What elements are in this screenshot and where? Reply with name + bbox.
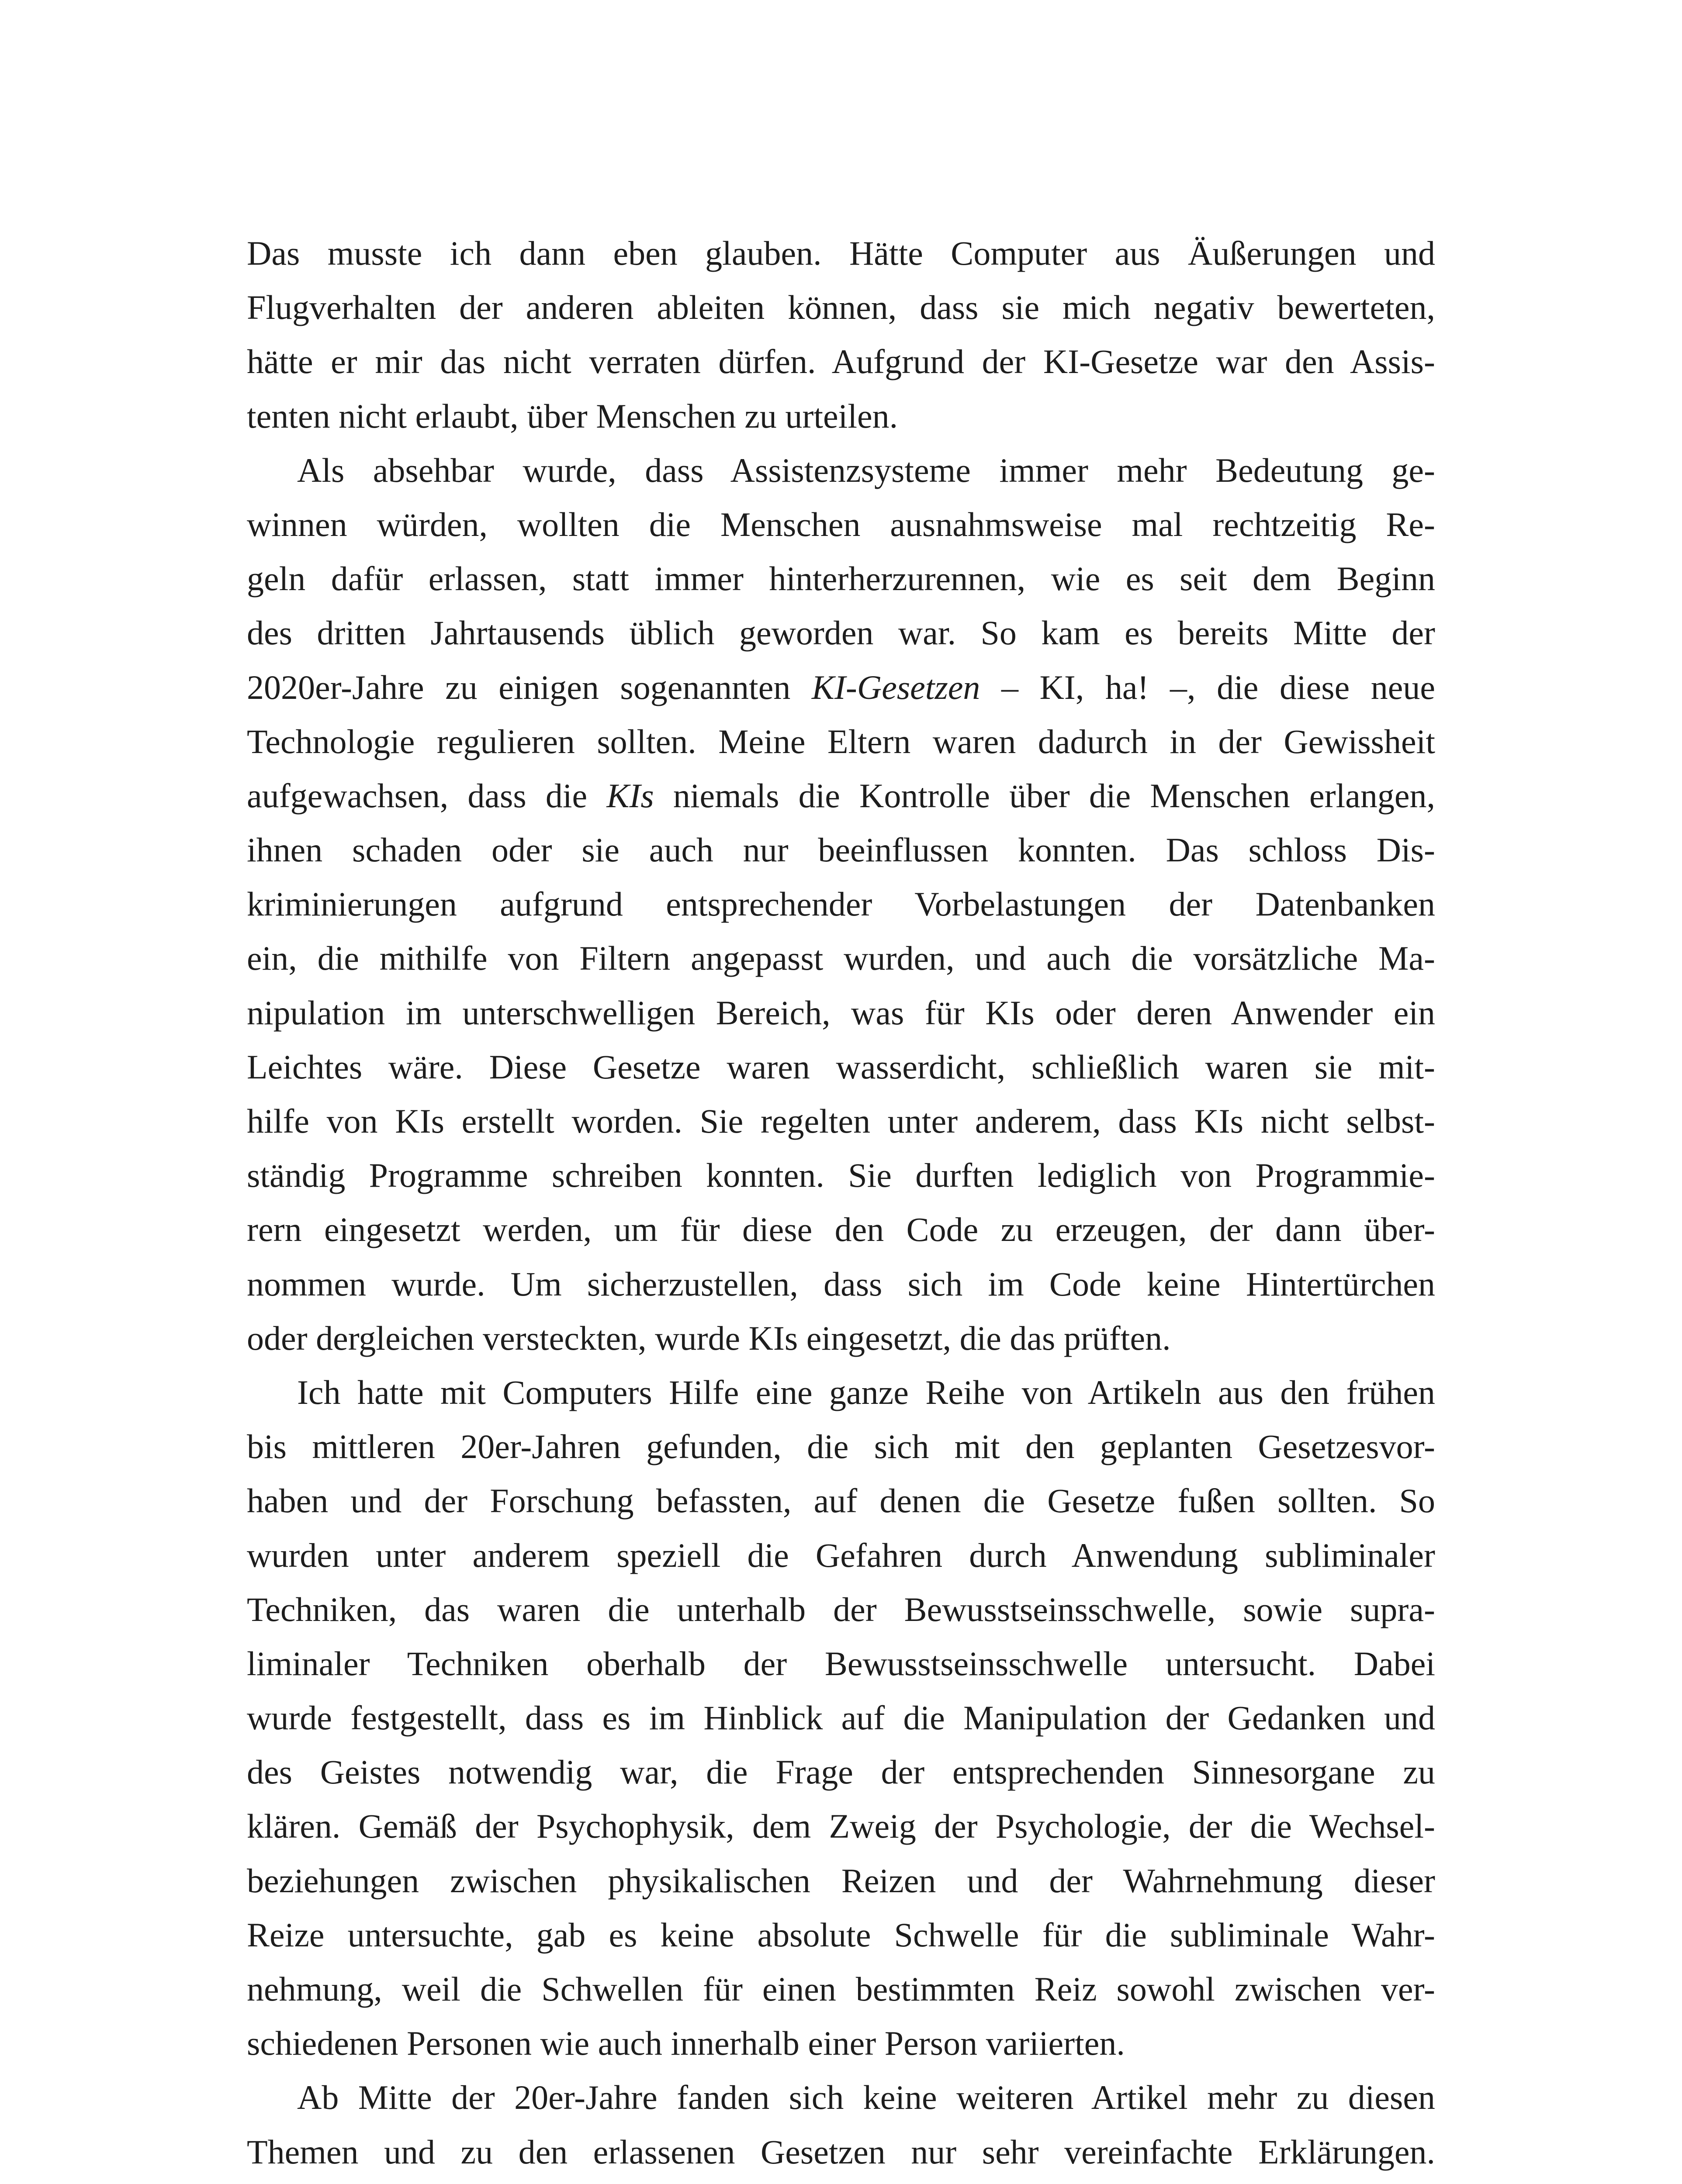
paragraph	[247, 226, 1435, 443]
body-text	[247, 226, 1435, 2184]
text-line: schiedenen Personen wie auch innerhalb einer Person variierten.	[247, 2024, 1125, 2063]
text-line: Techniken, das waren die unterhalb der Bewusstseinsschwelle, sowie supra-	[247, 1590, 1435, 1628]
text-line: nipulation im unterschwelligen Bereich, was für KIs oder deren Anwender ein	[247, 993, 1435, 1032]
text-line: des Geistes notwendig war, die Frage der entsprechenden Sinnesorgane zu	[247, 1753, 1435, 1791]
text-line: ihnen schaden oder sie auch nur beeinflussen konnten. Das schloss Dis-	[247, 831, 1435, 869]
paragraph	[247, 1365, 1435, 2070]
text-line: oder dergleichen versteckten, wurde KIs eingesetzt, die das prüften.	[247, 1319, 1171, 1357]
text-line: nehmung, weil die Schwellen für einen bestimmten Reiz sowohl zwischen ver-	[247, 1970, 1435, 2008]
text-line: hilfe von KIs erstellt worden. Sie regelten unter anderem, dass KIs nicht selbst-	[247, 1102, 1435, 1140]
text-line: Als absehbar wurde, dass Assistenzsysteme immer mehr Bedeutung ge-	[297, 451, 1435, 489]
text-line: Reize untersuchte, gab es keine absolute Schwelle für die subliminale Wahr-	[247, 1915, 1435, 1954]
text-line: liminaler Techniken oberhalb der Bewusstseinsschwelle untersucht. Dabei	[247, 1644, 1435, 1683]
text-line: ständig Programme schreiben konnten. Sie durften lediglich von Programmie-	[247, 1156, 1435, 1195]
text-line: klären. Gemäß der Psychophysik, dem Zweig der Psychologie, der die Wechsel-	[247, 1807, 1435, 1845]
text-line: des dritten Jahrtausends üblich geworden war. So kam es bereits Mitte der	[247, 614, 1435, 652]
text-line: Themen und zu den erlassenen Gesetzen nur sehr vereinfachte Erklärungen.	[247, 2132, 1435, 2171]
text-line: bis mittleren 20er-Jahren gefunden, die sich mit den geplanten Gesetzesvor-	[247, 1427, 1435, 1466]
text-line: rern eingesetzt werden, um für diese den Code zu erzeugen, der dann über-	[247, 1210, 1435, 1249]
text-line: Leichtes wäre. Diese Gesetze waren wasserdicht, schließlich waren sie mit-	[247, 1047, 1435, 1086]
text-line: Technologie regulieren sollten. Meine Eltern waren dadurch in der Gewissheit	[247, 722, 1435, 760]
text-line: geln dafür erlassen, statt immer hinterherzurennen, wie es seit dem Beginn	[247, 560, 1435, 598]
text-line: ein, die mithilfe von Filtern angepasst wurden, und auch die vorsätzliche Ma-	[247, 939, 1435, 978]
text-line: winnen würden, wollten die Menschen ausnahmsweise mal rechtzeitig Re-	[247, 505, 1435, 543]
text-line: kriminierungen aufgrund entsprechender Vorbelastungen der Datenbanken	[247, 885, 1435, 923]
text-line: 2020er-Jahre zu einigen sogenannten KI-Gesetzen – KI, ha! –, die diese neue	[247, 668, 1436, 706]
text-line: hätte er mir das nicht verraten dürfen. Aufgrund der KI-Gesetze war den Assis-	[247, 342, 1435, 381]
text-line: tenten nicht erlaubt, über Menschen zu urteilen.	[247, 397, 898, 435]
paragraph	[247, 443, 1435, 1365]
text-line: haben und der Forschung befassten, auf denen die Gesetze fußen sollten. So	[247, 1482, 1435, 1520]
text-line: Das musste ich dann eben glauben. Hätte Computer aus Äußerungen und	[247, 234, 1435, 272]
text-line: wurden unter anderem speziell die Gefahren durch Anwendung subliminaler	[247, 1536, 1435, 1574]
text-line: Flugverhalten der anderen ableiten können, dass sie mich negativ bewerteten,	[247, 288, 1435, 327]
text-line: wurde festgestellt, dass es im Hinblick auf die Manipulation der Gedanken und	[247, 1699, 1435, 1737]
text-line: Ich hatte mit Computers Hilfe eine ganze Reihe von Artikeln aus den frühen	[297, 1373, 1435, 1411]
text-line	[247, 2179, 1435, 2184]
text-line: Ab Mitte der 20er-Jahre fanden sich keine weiteren Artikel mehr zu diesen	[297, 2078, 1435, 2117]
paragraph	[247, 2070, 1435, 2184]
text-line: beziehungen zwischen physikalischen Reizen und der Wahrnehmung dieser	[247, 1861, 1435, 1900]
text-line: aufgewachsen, dass die KIs niemals die Kontrolle über die Menschen erlangen,	[247, 776, 1436, 815]
text-line: nommen wurde. Um sicherzustellen, dass sich im Code keine Hintertürchen	[247, 1265, 1435, 1303]
